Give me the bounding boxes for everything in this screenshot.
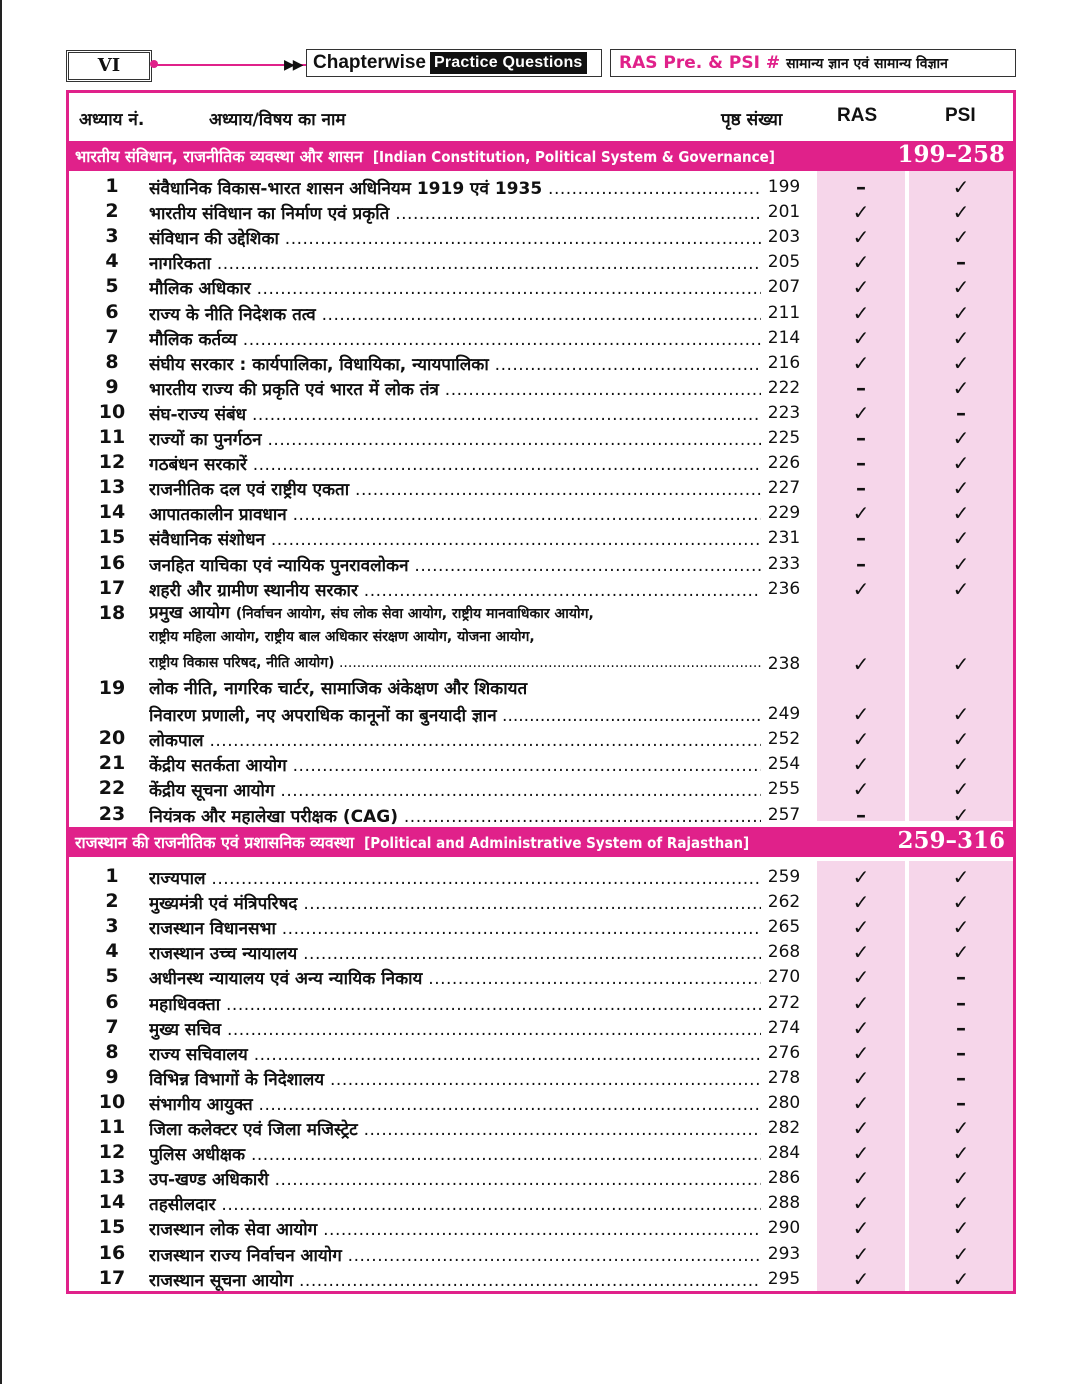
psi-mark: ✓ — [952, 727, 970, 752]
chapter-title: संघीय सरकार : कार्यपालिका, विधायिका, न्यायपालिका ..... — [149, 352, 761, 375]
ras-mark: ✓ — [852, 1166, 870, 1191]
page-number: 280 — [767, 1092, 801, 1113]
chapter-number: 4 — [105, 250, 119, 273]
chapter-number: 14 — [98, 1191, 126, 1214]
ras-mark: ✓ — [852, 1015, 870, 1040]
page-number: 211 — [767, 302, 801, 323]
ras-mark: ✓ — [852, 777, 870, 802]
ras-mark: ✓ — [852, 651, 870, 676]
chapter-title-line — [149, 602, 761, 625]
psi-mark: ✓ — [952, 551, 970, 576]
chapter-number: 15 — [98, 526, 126, 549]
ras-mark: ✓ — [852, 1040, 870, 1065]
section-page-range: 199–258 — [897, 141, 1005, 168]
table-row — [69, 1216, 1013, 1241]
psi-mark: ✓ — [952, 651, 970, 676]
column-chapter-name: अध्याय/विषय का नाम — [209, 110, 346, 130]
page-number: 199 — [767, 177, 801, 197]
psi-mark: – — [956, 1015, 966, 1040]
table-row — [69, 727, 1013, 752]
chapter-number: 9 — [105, 1065, 119, 1088]
ras-mark: – — [856, 551, 866, 576]
ras-mark: ✓ — [852, 865, 870, 889]
chapter-number: 13 — [98, 476, 126, 499]
psi-mark: – — [956, 1065, 966, 1090]
chapter-number: 16 — [98, 551, 126, 574]
table-row — [69, 915, 1013, 940]
psi-mark: ✓ — [952, 426, 970, 450]
chapter-title: संवैधानिक संशोधन ..... — [149, 527, 761, 550]
series-name: Chapterwise — [313, 52, 426, 73]
chapter-title: मौलिक कर्तव्य ..... — [149, 327, 761, 350]
table-row — [69, 965, 1013, 990]
ras-mark: ✓ — [852, 1141, 870, 1166]
ras-mark: ✓ — [852, 200, 870, 225]
chapter-title: गठबंधन सरकारें ..... — [149, 452, 761, 475]
chapter-title-line: राष्ट्रीय महिला आयोग, राष्ट्रीय बाल अधिकार संरक्षण आयोग, योजना आयोग, — [149, 628, 535, 645]
chapter-title-line — [149, 703, 761, 726]
section-page-range: 259–316 — [897, 827, 1005, 854]
psi-mark: ✓ — [952, 1116, 970, 1140]
chapter-title-line: लोक नीति, नागरिक चार्टर, सामाजिक अंकेक्षण और शिकायत — [149, 679, 528, 699]
page-number: 203 — [767, 227, 801, 248]
psi-mark: ✓ — [952, 375, 970, 400]
ras-mark: ✓ — [852, 1116, 870, 1140]
chapter-title: राज्य के नीति निदेशक तत्व ..... — [149, 302, 761, 325]
ras-mark: – — [856, 802, 866, 827]
table-row — [69, 1267, 1013, 1292]
chapter-number: 2 — [105, 200, 119, 223]
psi-mark: – — [956, 400, 966, 425]
page-number: 259 — [767, 867, 801, 887]
table-row — [69, 602, 1013, 677]
chapter-title: मौलिक अधिकार ..... — [149, 276, 761, 299]
psi-mark: ✓ — [952, 200, 970, 225]
chapter-number: 11 — [98, 1116, 126, 1138]
chapter-number: 7 — [105, 1015, 119, 1038]
table-row — [69, 476, 1013, 501]
chapter-title: राजनीतिक दल एवं राष्ट्रीय एकता ..... — [149, 477, 761, 500]
table-row — [69, 175, 1013, 200]
psi-mark: ✓ — [952, 451, 970, 476]
page-number: 205 — [767, 252, 801, 273]
psi-mark: ✓ — [952, 300, 970, 325]
ras-mark: ✓ — [852, 1065, 870, 1090]
table-row — [69, 426, 1013, 451]
chapter-title: संविधान की उद्देशिका ..... — [149, 226, 761, 249]
section-header — [69, 827, 1013, 857]
chapter-title: विभिन्न विभागों के निदेशालय ..... — [149, 1067, 761, 1090]
table-row — [69, 777, 1013, 802]
section-title-hindi: भारतीय संविधान, राजनीतिक व्यवस्था और शासन — [75, 147, 363, 166]
table-row — [69, 351, 1013, 376]
psi-mark: ✓ — [952, 915, 970, 940]
table-row — [69, 526, 1013, 551]
psi-mark: ✓ — [952, 802, 970, 827]
section-header — [69, 141, 1013, 171]
column-psi: PSI — [945, 105, 976, 126]
table-row — [69, 225, 1013, 250]
column-header-row — [69, 93, 1013, 143]
double-arrow-icon: ▶▶ — [284, 57, 302, 73]
page-number: 201 — [767, 202, 801, 223]
ras-mark: ✓ — [852, 225, 870, 250]
chapter-number: 3 — [105, 915, 119, 938]
chapter-title: पुलिस अधीक्षक ..... — [149, 1142, 761, 1165]
table-row — [69, 1166, 1013, 1191]
chapter-number: 22 — [98, 777, 126, 800]
page-number: 226 — [767, 453, 801, 474]
table-row — [69, 301, 1013, 326]
chapter-number: 6 — [105, 300, 119, 323]
table-row — [69, 1066, 1013, 1091]
psi-mark: – — [956, 250, 966, 275]
ras-mark: ✓ — [852, 400, 870, 425]
psi-mark: ✓ — [952, 576, 970, 601]
column-ras: RAS — [837, 105, 878, 126]
psi-mark: ✓ — [952, 752, 970, 777]
contents-table — [66, 90, 1016, 1294]
section-title — [75, 145, 775, 167]
table-row — [69, 451, 1013, 476]
ras-mark: – — [856, 476, 866, 501]
chapter-title: शहरी और ग्रामीण स्थानीय सरकार ..... — [149, 578, 761, 601]
table-row — [69, 1141, 1013, 1166]
ras-mark: ✓ — [852, 501, 870, 526]
chapter-title: राजस्थान विधानसभा ..... — [149, 916, 761, 939]
chapter-number: 5 — [105, 965, 119, 988]
psi-mark: ✓ — [952, 940, 970, 965]
series-highlight: Practice Questions — [430, 52, 587, 74]
table-row — [69, 1091, 1013, 1116]
chapter-title: जनहित याचिका एवं न्यायिक पुनरावलोकन ..... — [149, 553, 761, 576]
page-number: 254 — [767, 754, 801, 775]
table-row — [69, 401, 1013, 426]
chapter-title: राज्य सचिवालय ..... — [149, 1042, 761, 1065]
chapter-number: 4 — [105, 940, 119, 963]
section-title-english: [Indian Constitution, Political System & Governance] — [372, 148, 775, 166]
chapter-title: तहसीलदार ..... — [149, 1192, 761, 1215]
table-row — [69, 991, 1013, 1016]
page-number: 252 — [767, 729, 801, 750]
ras-mark: – — [856, 526, 866, 551]
ras-mark: ✓ — [852, 1241, 870, 1266]
chapter-title: नागरिकता ..... — [149, 251, 761, 274]
chapter-number: 5 — [105, 275, 119, 298]
chapter-number: 1 — [105, 175, 119, 197]
ras-mark: ✓ — [852, 1090, 870, 1115]
ras-mark: ✓ — [852, 300, 870, 325]
psi-mark: ✓ — [952, 1191, 970, 1216]
ras-mark: – — [856, 451, 866, 476]
chapter-number: 23 — [98, 802, 126, 825]
psi-mark: ✓ — [952, 1266, 970, 1291]
table-row — [69, 577, 1013, 602]
page-number: 231 — [767, 528, 801, 549]
page-number: 262 — [767, 892, 801, 913]
exam-name: RAS Pre. & PSI # — [619, 53, 781, 73]
psi-mark: – — [956, 965, 966, 990]
chapter-title-last: राष्ट्रीय विकास परिषद, नीति आयोग) ..... — [149, 655, 761, 671]
chapter-number: 18 — [98, 601, 126, 624]
chapter-number: 21 — [98, 752, 126, 775]
chapter-number: 16 — [98, 1241, 126, 1264]
ras-mark: ✓ — [852, 576, 870, 601]
chapter-number: 8 — [105, 1040, 119, 1063]
page-number: 236 — [767, 578, 801, 599]
page-number: 225 — [767, 428, 801, 448]
chapter-number: 19 — [98, 677, 126, 699]
table-row — [69, 1041, 1013, 1066]
page-number: 223 — [767, 402, 801, 423]
psi-mark: ✓ — [952, 325, 970, 350]
section-title-hindi: राजस्थान की राजनीतिक एवं प्रशासनिक व्यवस्था — [75, 833, 355, 852]
page-number: 265 — [767, 917, 801, 938]
psi-mark: – — [956, 990, 966, 1015]
chapter-title: भारतीय संविधान का निर्माण एवं प्रकृति ..... — [149, 201, 761, 224]
ras-mark: ✓ — [852, 1266, 870, 1291]
table-row — [69, 803, 1013, 828]
page-number: 207 — [767, 277, 801, 298]
chapter-title: राज्यपाल ..... — [149, 866, 761, 889]
chapter-number: 11 — [98, 426, 126, 448]
psi-mark: ✓ — [952, 1166, 970, 1191]
chapter-title: केंद्रीय सतर्कता आयोग ..... — [149, 753, 761, 776]
psi-mark: – — [956, 1040, 966, 1065]
psi-mark: ✓ — [952, 777, 970, 802]
chapter-number: 6 — [105, 990, 119, 1013]
ras-mark: – — [856, 375, 866, 400]
page-number: 257 — [767, 804, 801, 825]
table-row — [69, 1116, 1013, 1141]
page-number: 286 — [767, 1168, 801, 1189]
chapter-number: 8 — [105, 350, 119, 373]
page-number: 222 — [767, 377, 801, 398]
table-row — [69, 1242, 1013, 1267]
chapter-title: केंद्रीय सूचना आयोग ..... — [149, 778, 761, 801]
psi-mark: ✓ — [952, 350, 970, 375]
chapter-title: मुख्य सचिव ..... — [149, 1017, 761, 1040]
ras-mark: ✓ — [852, 940, 870, 965]
table-row — [69, 326, 1013, 351]
page-number: 229 — [767, 503, 801, 524]
chapter-number: 1 — [105, 865, 119, 887]
ras-mark: ✓ — [852, 350, 870, 375]
ras-mark: ✓ — [852, 702, 870, 727]
page-number: 255 — [767, 779, 801, 800]
page-number: 276 — [767, 1042, 801, 1063]
chapter-number: 20 — [98, 727, 126, 750]
ras-mark: ✓ — [852, 1216, 870, 1241]
psi-mark: ✓ — [952, 890, 970, 915]
psi-mark: ✓ — [952, 501, 970, 526]
page-number: 249 — [767, 704, 801, 725]
psi-mark: ✓ — [952, 1241, 970, 1266]
column-page-no: पृष्ठ संख्या — [721, 110, 783, 130]
psi-mark: – — [956, 1090, 966, 1115]
page-number: 270 — [767, 967, 801, 988]
ras-mark: – — [856, 175, 866, 199]
page-number: 278 — [767, 1067, 801, 1088]
chapter-title: लोकपाल ..... — [149, 728, 761, 751]
page-number: 290 — [767, 1218, 801, 1239]
chapter-number: 10 — [98, 400, 126, 423]
chapter-number: 2 — [105, 890, 119, 913]
chapter-title: राजस्थान सूचना आयोग ..... — [149, 1268, 761, 1291]
chapter-title: संभागीय आयुक्त ..... — [149, 1092, 761, 1115]
page-number: 272 — [767, 992, 801, 1013]
subject-name: सामान्य ज्ञान एवं सामान्य विज्ञान — [786, 55, 948, 72]
page-edge — [0, 0, 2, 1384]
page-number: 288 — [767, 1193, 801, 1214]
chapter-number: 17 — [98, 576, 126, 599]
psi-mark: ✓ — [952, 526, 970, 551]
table-row — [69, 250, 1013, 275]
chapter-number: 12 — [98, 451, 126, 474]
ras-mark: ✓ — [852, 890, 870, 915]
table-row — [69, 890, 1013, 915]
ras-mark: ✓ — [852, 965, 870, 990]
table-row — [69, 275, 1013, 300]
chapter-title: महाधिवक्ता ..... — [149, 992, 761, 1015]
ras-mark: ✓ — [852, 250, 870, 275]
psi-mark: ✓ — [952, 1141, 970, 1166]
page-number: 268 — [767, 942, 801, 963]
section-title-english: [Political and Administrative System of Rajasthan] — [364, 834, 750, 852]
chapter-title-main: प्रमुख आयोग — [149, 602, 230, 623]
ras-mark: ✓ — [852, 752, 870, 777]
chapter-title: संवैधानिक विकास-भारत शासन अधिनियम 1919 एवं 1935 ..... — [149, 176, 761, 199]
page-header — [66, 48, 1016, 82]
table-row — [69, 501, 1013, 526]
ras-mark: ✓ — [852, 990, 870, 1015]
page-number: 295 — [767, 1268, 801, 1289]
table-row — [69, 1016, 1013, 1041]
page-number: 274 — [767, 1017, 801, 1038]
ras-mark: ✓ — [852, 915, 870, 940]
chapter-number: 13 — [98, 1166, 126, 1189]
chapter-number: 14 — [98, 501, 126, 524]
ras-mark: ✓ — [852, 275, 870, 300]
psi-mark: ✓ — [952, 225, 970, 250]
section-title — [75, 831, 749, 853]
page-number: 293 — [767, 1243, 801, 1264]
table-row — [69, 552, 1013, 577]
chapter-title: नियंत्रक और महालेखा परीक्षक (CAG) ..... — [149, 804, 761, 827]
chapter-number: 9 — [105, 375, 119, 398]
ras-mark: ✓ — [852, 727, 870, 752]
page-number: 227 — [767, 478, 801, 499]
chapter-title-last: निवारण प्रणाली, नए अपराधिक कानूनों का बुनयादी ज्ञान ..... — [149, 706, 761, 726]
chapter-title: संघ-राज्य संबंध ..... — [149, 402, 761, 425]
chapter-title-line — [149, 653, 761, 672]
table-row — [69, 376, 1013, 401]
table-row — [69, 940, 1013, 965]
ras-mark: – — [856, 426, 866, 450]
psi-mark: ✓ — [952, 702, 970, 727]
chapter-number: 15 — [98, 1216, 126, 1239]
chapter-title: राज्यों का पुनर्गठन ..... — [149, 427, 761, 450]
page-number: 216 — [767, 352, 801, 373]
exam-title — [610, 49, 1016, 77]
chapter-number: 3 — [105, 225, 119, 248]
page-number: 282 — [767, 1118, 801, 1138]
chapter-number: 7 — [105, 325, 119, 348]
chapter-title: आपातकालीन प्रावधान ..... — [149, 502, 761, 525]
psi-mark: ✓ — [952, 865, 970, 889]
table-row — [69, 1191, 1013, 1216]
series-title — [306, 49, 602, 77]
page-number: 284 — [767, 1143, 801, 1164]
page-number: 214 — [767, 327, 801, 348]
chapter-title: भारतीय राज्य की प्रकृति एवं भारत में लोक तंत्र ..... — [149, 377, 761, 400]
chapter-title: राजस्थान राज्य निर्वाचन आयोग ..... — [149, 1243, 761, 1266]
ras-mark: ✓ — [852, 325, 870, 350]
table-row — [69, 200, 1013, 225]
chapter-number: 10 — [98, 1090, 126, 1113]
chapter-title: अधीनस्थ न्यायालय एवं अन्य न्यायिक निकाय ..... — [149, 966, 761, 989]
page-number: 238 — [767, 653, 801, 674]
psi-mark: ✓ — [952, 175, 970, 199]
page-number: VI — [66, 50, 152, 82]
table-row — [69, 677, 1013, 727]
chapter-number: 12 — [98, 1141, 126, 1164]
chapter-number: 17 — [98, 1266, 126, 1289]
page-number: 233 — [767, 553, 801, 574]
chapter-title: राजस्थान उच्च न्यायालय ..... — [149, 941, 761, 964]
psi-mark: ✓ — [952, 275, 970, 300]
chapter-title: मुख्यमंत्री एवं मंत्रिपरिषद ..... — [149, 891, 761, 914]
table-row — [69, 752, 1013, 777]
psi-mark: ✓ — [952, 476, 970, 501]
chapter-title: जिला कलेक्टर एवं जिला मजिस्ट्रेट ..... — [149, 1117, 761, 1140]
chapter-title-detail: (निर्वाचन आयोग, संघ लोक सेवा आयोग, राष्ट्रीय मानवाधिकार आयोग, — [235, 605, 594, 622]
chapter-title: राजस्थान लोक सेवा आयोग ..... — [149, 1217, 761, 1240]
ras-mark: ✓ — [852, 1191, 870, 1216]
psi-mark: ✓ — [952, 1216, 970, 1241]
chapter-title: उप-खण्ड अधिकारी ..... — [149, 1167, 761, 1190]
table-row — [69, 865, 1013, 890]
column-chapter-no: अध्याय नं. — [79, 110, 145, 130]
